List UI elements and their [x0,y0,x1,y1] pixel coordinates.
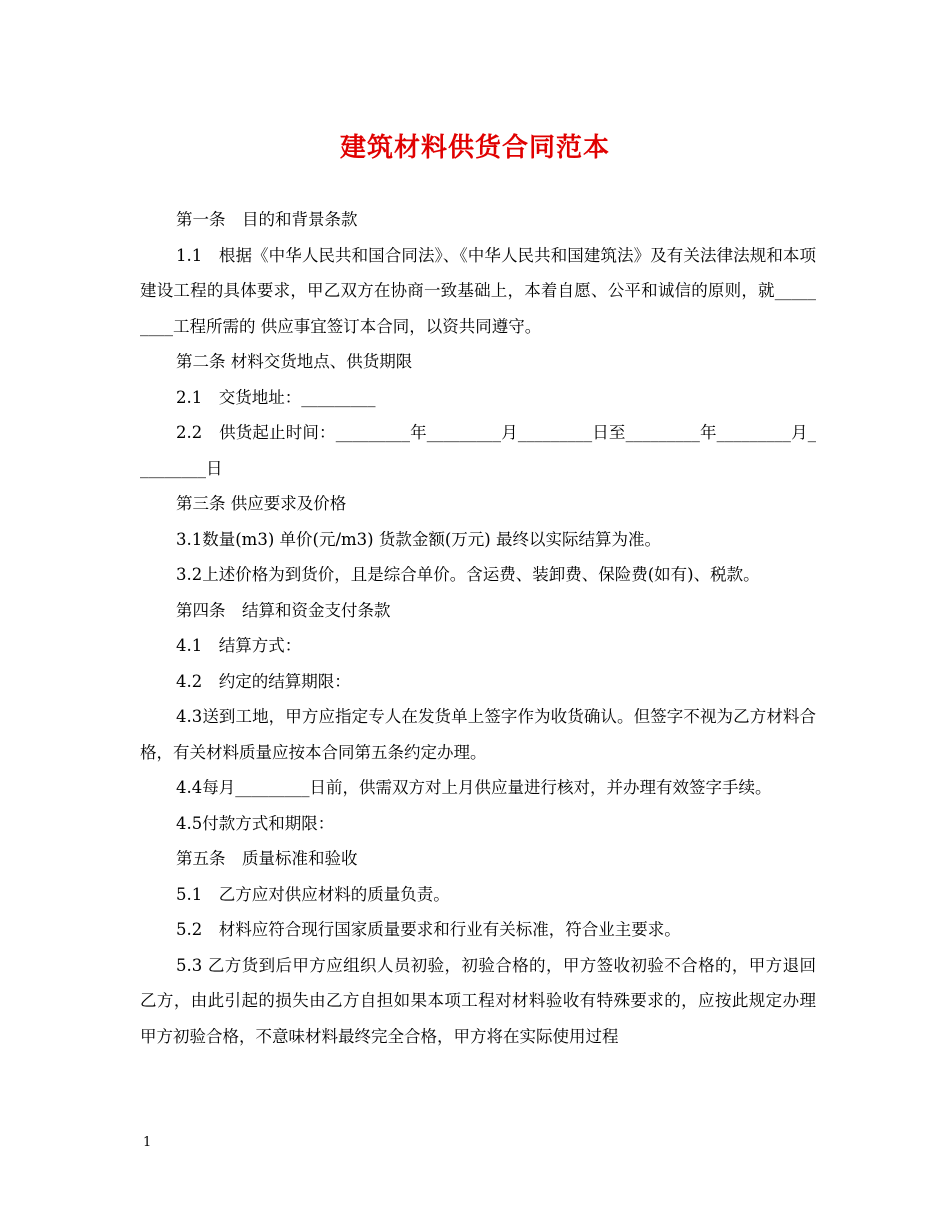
article-1-heading: 第一条 目的和背景条款 [176,210,358,229]
clause-2-1: 2.1 交货地址：_________ [176,387,376,407]
clause-5-1: 5.1 乙方应对供应材料的质量负责。 [176,884,450,904]
clause-5-2: 5.2 材料应符合现行国家质量要求和行业有关标准，符合业主要求。 [176,920,681,939]
clause-4-1: 4.1 结算方式： [176,636,302,655]
clause-4-2: 4.2 约定的结算期限： [176,671,351,691]
document-body [140,202,816,1054]
clause-3-2: 3.2上述价格为到货价，且是综合单价。含运费、装卸费、保险费(如有)、税款。 [176,565,760,584]
clause-3-1: 3.1数量(m3) 单价(元/m3) 货款金额(万元) 最终以实际结算为准。 [176,529,661,549]
article-2-heading: 第二条 材料交货地点、供货期限 [176,352,413,371]
clause-4-3: 4.3送到工地，甲方应指定专人在发货单上签字作为收货确认。但签字不视为乙方材料合格，有关材料质量应按本合同第五条约定办理。 [140,707,816,762]
page-number: 1 [143,1135,152,1150]
article-4-heading: 第四条 结算和资金支付条款 [176,600,391,620]
clause-4-4: 4.4每月_________日前，供需双方对上月供应量进行核对，并办理有效签字手续。 [176,778,772,797]
clause-1-1: 1.1 根据《中华人民共和国合同法》、《中华人民共和国建筑法》及有关法律法规和本项建设工程的具体要求，甲乙双方在协商一致基础上，本着自愿、公平和诚信的原则，就_________工程所需的 供应事宜签订本合同，以资共同遵守。 [140,245,816,336]
article-5-heading: 第五条 质量标准和验收 [176,849,358,868]
article-3-heading: 第三条 供应要求及价格 [176,494,347,513]
document-title: 建筑材料供货合同范本 [339,133,610,163]
clause-2-2: 2.2 供货起止时间：_________年_________月_________日至_________年_________月_________日 [140,423,816,478]
clause-5-3: 5.3 乙方货到后甲方应组织人员初验，初验合格的，甲方签收初验不合格的，甲方退回乙方，由此引起的损失由乙方自担如果本项工程对材料验收有特殊要求的，应按此规定办理甲方初验合格，不意味材料最终完全合格，甲方将在实际使用过程 [140,955,816,1046]
clause-4-5: 4.5付款方式和期限： [176,813,335,833]
